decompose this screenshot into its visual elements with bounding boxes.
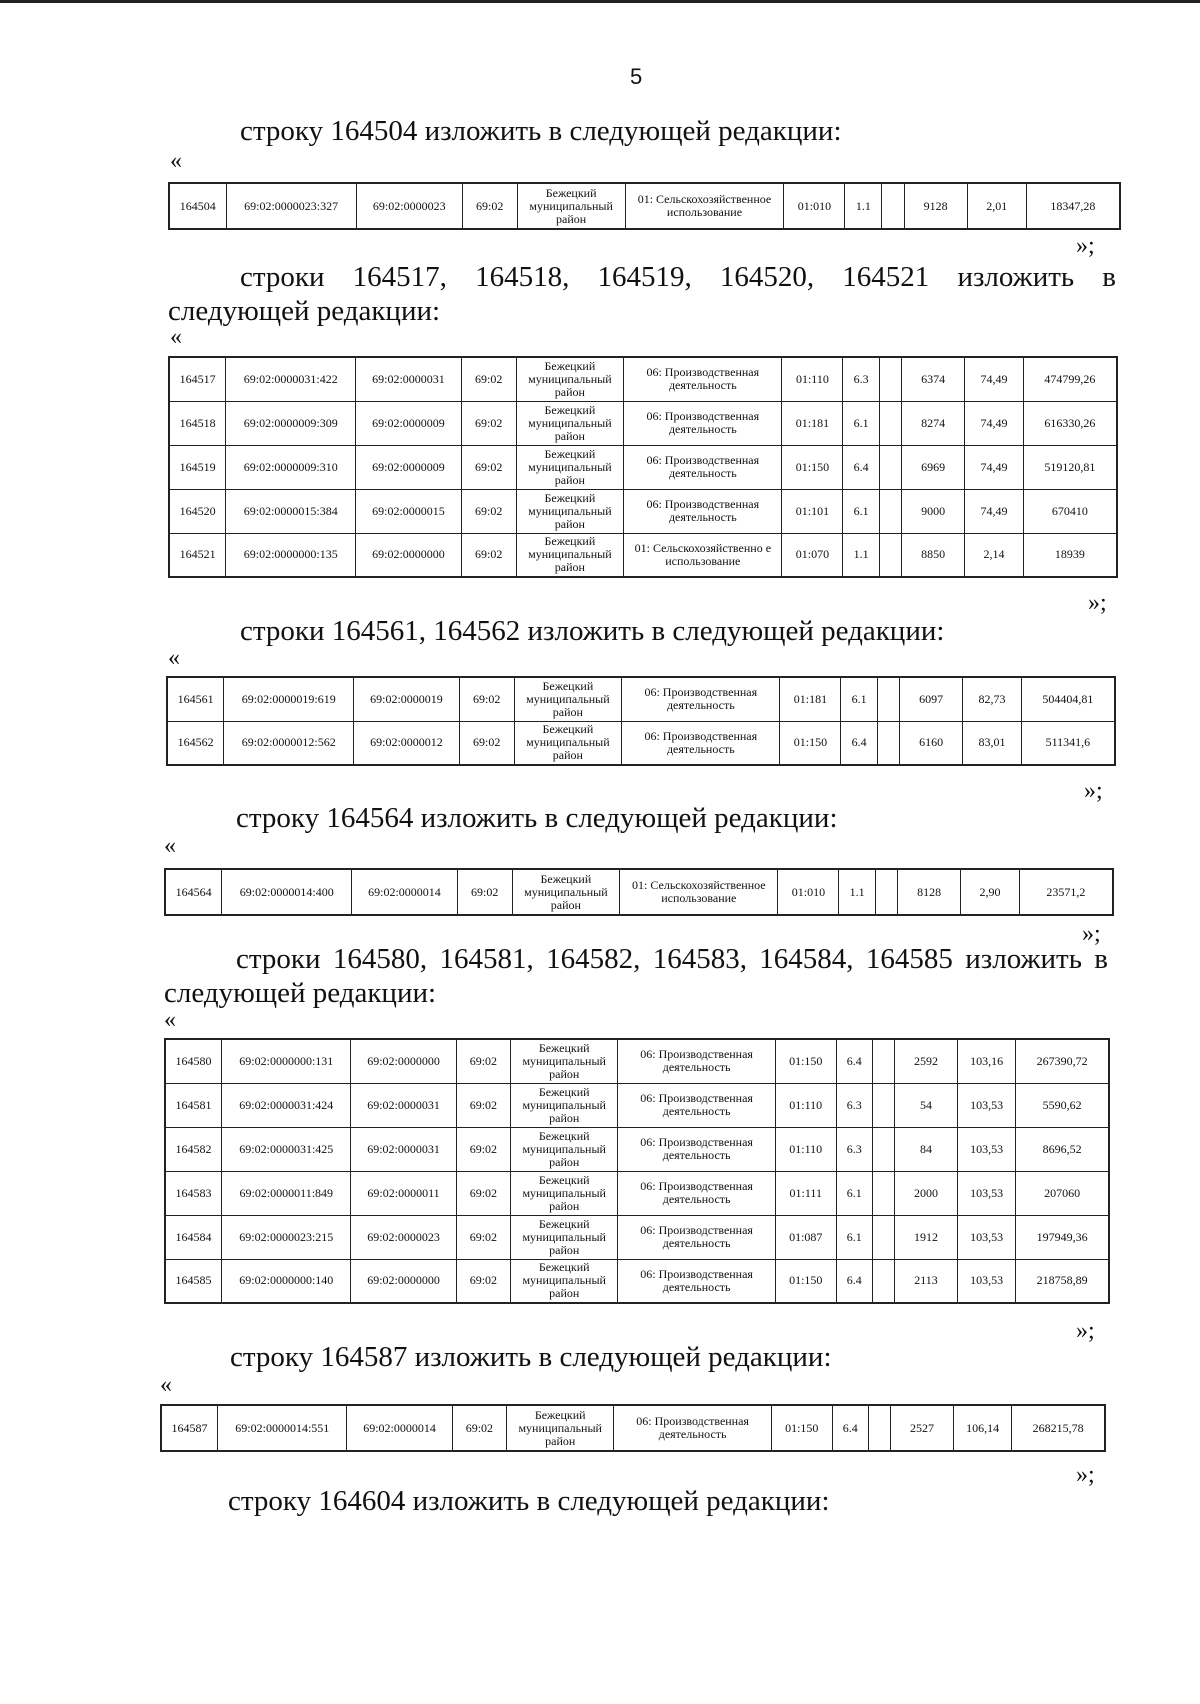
table-row xyxy=(165,1215,1109,1259)
section-heading: строку 164564 изложить в следующей редакции: xyxy=(236,802,838,834)
table-row xyxy=(167,677,1115,721)
cadastral-number: 69:02:0000011:849 xyxy=(222,1171,351,1215)
empty-cell xyxy=(868,1405,890,1451)
cadastral-number: 69:02:0000012:562 xyxy=(224,721,354,765)
use-subcode: 6.1 xyxy=(843,489,880,533)
district-code: 69:02 xyxy=(461,357,516,401)
district-code: 69:02 xyxy=(456,1171,511,1215)
use-code: 01:101 xyxy=(782,489,843,533)
land-use-group: 06: Производственная деятельность xyxy=(618,1127,776,1171)
district-code: 69:02 xyxy=(456,1127,511,1171)
empty-cell xyxy=(879,357,901,401)
row-number: 164562 xyxy=(167,721,224,765)
use-code: 01:110 xyxy=(775,1127,836,1171)
amendment-table xyxy=(160,1404,1106,1452)
table-row xyxy=(167,721,1115,765)
area: 8850 xyxy=(902,533,965,577)
open-quote: « xyxy=(168,645,180,671)
municipality: Бежецкий муниципальный район xyxy=(516,357,624,401)
municipality: Бежецкий муниципальный район xyxy=(511,1259,618,1303)
area: 1912 xyxy=(895,1215,958,1259)
row-number: 164584 xyxy=(165,1215,222,1259)
table-row xyxy=(165,1039,1109,1083)
use-subcode: 6.1 xyxy=(843,401,880,445)
specific-value: 103,53 xyxy=(957,1215,1016,1259)
use-subcode: 6.1 xyxy=(841,677,878,721)
row-number: 164582 xyxy=(165,1127,222,1171)
empty-cell xyxy=(872,1215,894,1259)
municipality: Бежецкий муниципальный район xyxy=(511,1215,618,1259)
land-use-group: 06: Производственная деятельность xyxy=(624,445,782,489)
cadastral-value: 8696,52 xyxy=(1016,1127,1109,1171)
cadastral-value: 5590,62 xyxy=(1016,1083,1109,1127)
cadastral-number: 69:02:0000031:424 xyxy=(222,1083,351,1127)
row-number: 164518 xyxy=(169,401,226,445)
area: 6969 xyxy=(902,445,965,489)
page-number: 5 xyxy=(630,64,643,89)
specific-value: 103,53 xyxy=(957,1083,1016,1127)
use-subcode: 6.4 xyxy=(843,445,880,489)
cadastral-number: 69:02:0000009:310 xyxy=(226,445,356,489)
table-row xyxy=(169,489,1117,533)
use-code: 01:150 xyxy=(775,1039,836,1083)
land-use-group: 06: Производственная деятельность xyxy=(624,401,782,445)
cadastral-number: 69:02:0000015:384 xyxy=(226,489,356,533)
table-row xyxy=(161,1405,1105,1451)
page-top-border xyxy=(0,0,1200,3)
amendment-table xyxy=(168,182,1121,230)
cadastral-quarter: 69:02:0000000 xyxy=(351,1039,456,1083)
specific-value: 2,01 xyxy=(967,183,1026,229)
section-heading: строки 164517, 164518, 164519, 164520, 164521 изложить в следующей редакции: xyxy=(168,261,1116,327)
area: 2000 xyxy=(895,1171,958,1215)
cadastral-value: 511341,6 xyxy=(1021,721,1114,765)
cadastral-quarter: 69:02:0000031 xyxy=(351,1083,456,1127)
open-quote: « xyxy=(164,833,176,859)
land-use-group: 06: Производственная деятельность xyxy=(618,1215,776,1259)
section-heading: строки 164561, 164562 изложить в следующей редакции: xyxy=(240,615,945,647)
cadastral-quarter: 69:02:0000015 xyxy=(356,489,462,533)
close-quote: »; xyxy=(1082,921,1101,947)
amendment-table xyxy=(164,1038,1110,1304)
cadastral-quarter: 69:02:0000031 xyxy=(351,1127,456,1171)
municipality: Бежецкий муниципальный район xyxy=(516,445,624,489)
cadastral-quarter: 69:02:0000023 xyxy=(356,183,462,229)
municipality: Бежецкий муниципальный район xyxy=(514,721,622,765)
district-code: 69:02 xyxy=(461,533,516,577)
specific-value: 82,73 xyxy=(963,677,1022,721)
cadastral-value: 670410 xyxy=(1023,489,1116,533)
row-number: 164581 xyxy=(165,1083,222,1127)
empty-cell xyxy=(875,869,897,915)
use-code: 01:110 xyxy=(775,1083,836,1127)
area: 84 xyxy=(895,1127,958,1171)
close-quote: »; xyxy=(1076,1318,1095,1344)
cadastral-quarter: 69:02:0000009 xyxy=(356,401,462,445)
cadastral-number: 69:02:0000014:400 xyxy=(222,869,352,915)
row-number: 164521 xyxy=(169,533,226,577)
table-row xyxy=(165,869,1113,915)
cadastral-number: 69:02:0000014:551 xyxy=(218,1405,347,1451)
area: 9000 xyxy=(902,489,965,533)
use-subcode: 6.4 xyxy=(836,1039,872,1083)
municipality: Бежецкий муниципальный район xyxy=(511,1127,618,1171)
land-use-group: 06: Производственная деятельность xyxy=(624,489,782,533)
area: 2113 xyxy=(895,1259,958,1303)
section-heading: строку 164587 изложить в следующей редакции: xyxy=(230,1341,832,1373)
municipality: Бежецкий муниципальный район xyxy=(511,1171,618,1215)
use-subcode: 1.1 xyxy=(843,533,880,577)
district-code: 69:02 xyxy=(457,869,512,915)
row-number: 164564 xyxy=(165,869,222,915)
area: 9128 xyxy=(904,183,967,229)
cadastral-quarter: 69:02:0000011 xyxy=(351,1171,456,1215)
row-number: 164585 xyxy=(165,1259,222,1303)
cadastral-value: 18939 xyxy=(1023,533,1116,577)
cadastral-quarter: 69:02:0000031 xyxy=(356,357,462,401)
specific-value: 103,16 xyxy=(957,1039,1016,1083)
cadastral-number: 69:02:0000031:422 xyxy=(226,357,356,401)
specific-value: 103,53 xyxy=(957,1127,1016,1171)
cadastral-number: 69:02:0000000:135 xyxy=(226,533,356,577)
close-quote: »; xyxy=(1076,1462,1095,1488)
amendment-table xyxy=(164,868,1114,916)
table-row xyxy=(169,445,1117,489)
use-code: 01:087 xyxy=(775,1215,836,1259)
use-code: 01:181 xyxy=(780,677,841,721)
specific-value: 74,49 xyxy=(965,445,1024,489)
use-code: 01:010 xyxy=(784,183,845,229)
cadastral-quarter: 69:02:0000019 xyxy=(354,677,460,721)
table-row xyxy=(165,1083,1109,1127)
empty-cell xyxy=(877,721,899,765)
empty-cell xyxy=(872,1171,894,1215)
district-code: 69:02 xyxy=(462,183,517,229)
row-number: 164580 xyxy=(165,1039,222,1083)
cadastral-quarter: 69:02:0000014 xyxy=(347,1405,452,1451)
specific-value: 74,49 xyxy=(965,489,1024,533)
row-number: 164583 xyxy=(165,1171,222,1215)
cadastral-quarter: 69:02:0000012 xyxy=(354,721,460,765)
empty-cell xyxy=(879,489,901,533)
section-heading: строку 164604 изложить в следующей редакции: xyxy=(228,1485,830,1517)
use-subcode: 6.1 xyxy=(836,1215,872,1259)
cadastral-value: 474799,26 xyxy=(1023,357,1116,401)
row-number: 164587 xyxy=(161,1405,218,1451)
cadastral-quarter: 69:02:0000023 xyxy=(351,1215,456,1259)
open-quote: « xyxy=(170,324,182,350)
district-code: 69:02 xyxy=(456,1083,511,1127)
use-code: 01:150 xyxy=(780,721,841,765)
land-use-group: 06: Производственная деятельность xyxy=(622,677,780,721)
empty-cell xyxy=(872,1127,894,1171)
empty-cell xyxy=(872,1259,894,1303)
use-subcode: 6.3 xyxy=(836,1083,872,1127)
use-subcode: 6.1 xyxy=(836,1171,872,1215)
specific-value: 83,01 xyxy=(963,721,1022,765)
municipality: Бежецкий муниципальный район xyxy=(511,1083,618,1127)
use-code: 01:150 xyxy=(771,1405,832,1451)
empty-cell xyxy=(879,401,901,445)
table-row xyxy=(165,1127,1109,1171)
row-number: 164519 xyxy=(169,445,226,489)
cadastral-value: 519120,81 xyxy=(1023,445,1116,489)
use-subcode: 1.1 xyxy=(839,869,876,915)
district-code: 69:02 xyxy=(452,1405,507,1451)
municipality: Бежецкий муниципальный район xyxy=(516,489,624,533)
open-quote: « xyxy=(164,1007,176,1033)
cadastral-value: 207060 xyxy=(1016,1171,1109,1215)
empty-cell xyxy=(872,1039,894,1083)
close-quote: »; xyxy=(1076,233,1095,259)
open-quote: « xyxy=(170,148,182,174)
area: 54 xyxy=(895,1083,958,1127)
area: 8128 xyxy=(898,869,961,915)
land-use-group: 06: Производственная деятельность xyxy=(618,1083,776,1127)
municipality: Бежецкий муниципальный район xyxy=(516,533,624,577)
specific-value: 106,14 xyxy=(953,1405,1012,1451)
cadastral-number: 69:02:0000023:215 xyxy=(222,1215,351,1259)
specific-value: 74,49 xyxy=(965,357,1024,401)
table-row xyxy=(169,183,1120,229)
table-row xyxy=(169,533,1117,577)
land-use-group: 01: Сельскохозяйственно е использование xyxy=(624,533,782,577)
cadastral-number: 69:02:0000019:619 xyxy=(224,677,354,721)
area: 6097 xyxy=(900,677,963,721)
use-code: 01:110 xyxy=(782,357,843,401)
amendment-table xyxy=(168,356,1118,578)
cadastral-number: 69:02:0000000:131 xyxy=(222,1039,351,1083)
cadastral-value: 616330,26 xyxy=(1023,401,1116,445)
specific-value: 2,90 xyxy=(961,869,1020,915)
cadastral-value: 267390,72 xyxy=(1016,1039,1109,1083)
cadastral-number: 69:02:0000000:140 xyxy=(222,1259,351,1303)
district-code: 69:02 xyxy=(461,445,516,489)
empty-cell xyxy=(879,445,901,489)
specific-value: 2,14 xyxy=(965,533,1024,577)
land-use-group: 06: Производственная деятельность xyxy=(618,1171,776,1215)
close-quote: »; xyxy=(1088,590,1107,616)
cadastral-quarter: 69:02:0000014 xyxy=(352,869,458,915)
specific-value: 103,53 xyxy=(957,1259,1016,1303)
use-code: 01:150 xyxy=(782,445,843,489)
district-code: 69:02 xyxy=(456,1039,511,1083)
use-subcode: 6.3 xyxy=(843,357,880,401)
area: 2527 xyxy=(891,1405,954,1451)
use-subcode: 6.3 xyxy=(836,1127,872,1171)
cadastral-value: 218758,89 xyxy=(1016,1259,1109,1303)
amendment-table xyxy=(166,676,1116,766)
municipality: Бежецкий муниципальный район xyxy=(516,401,624,445)
district-code: 69:02 xyxy=(461,401,516,445)
land-use-group: 06: Производственная деятельность xyxy=(622,721,780,765)
empty-cell xyxy=(882,183,904,229)
table-row xyxy=(165,1259,1109,1303)
use-subcode: 6.4 xyxy=(841,721,878,765)
cadastral-value: 18347,28 xyxy=(1026,183,1120,229)
use-code: 01:070 xyxy=(782,533,843,577)
use-code: 01:150 xyxy=(775,1259,836,1303)
area: 6374 xyxy=(902,357,965,401)
empty-cell xyxy=(877,677,899,721)
table-row xyxy=(169,357,1117,401)
cadastral-number: 69:02:0000009:309 xyxy=(226,401,356,445)
specific-value: 74,49 xyxy=(965,401,1024,445)
table-row xyxy=(165,1171,1109,1215)
land-use-group: 06: Производственная деятельность xyxy=(618,1259,776,1303)
specific-value: 103,53 xyxy=(957,1171,1016,1215)
cadastral-value: 197949,36 xyxy=(1016,1215,1109,1259)
area: 8274 xyxy=(902,401,965,445)
use-subcode: 6.4 xyxy=(832,1405,868,1451)
cadastral-number: 69:02:0000031:425 xyxy=(222,1127,351,1171)
cadastral-quarter: 69:02:0000000 xyxy=(356,533,462,577)
use-code: 01:181 xyxy=(782,401,843,445)
row-number: 164561 xyxy=(167,677,224,721)
row-number: 164504 xyxy=(169,183,226,229)
empty-cell xyxy=(879,533,901,577)
area: 6160 xyxy=(900,721,963,765)
close-quote: »; xyxy=(1084,778,1103,804)
district-code: 69:02 xyxy=(459,677,514,721)
area: 2592 xyxy=(895,1039,958,1083)
municipality: Бежецкий муниципальный район xyxy=(517,183,625,229)
land-use-group: 06: Производственная деятельность xyxy=(614,1405,772,1451)
district-code: 69:02 xyxy=(456,1215,511,1259)
municipality: Бежецкий муниципальный район xyxy=(511,1039,618,1083)
land-use-group: 01: Сельскохозяйственное использование xyxy=(625,183,784,229)
use-subcode: 6.4 xyxy=(836,1259,872,1303)
row-number: 164517 xyxy=(169,357,226,401)
cadastral-value: 23571,2 xyxy=(1019,869,1112,915)
open-quote: « xyxy=(160,1372,172,1398)
district-code: 69:02 xyxy=(459,721,514,765)
municipality: Бежецкий муниципальный район xyxy=(512,869,620,915)
district-code: 69:02 xyxy=(461,489,516,533)
use-subcode: 1.1 xyxy=(845,183,882,229)
cadastral-quarter: 69:02:0000000 xyxy=(351,1259,456,1303)
row-number: 164520 xyxy=(169,489,226,533)
municipality: Бежецкий муниципальный район xyxy=(507,1405,614,1451)
land-use-group: 01: Сельскохозяйственное использование xyxy=(620,869,778,915)
district-code: 69:02 xyxy=(456,1259,511,1303)
cadastral-quarter: 69:02:0000009 xyxy=(356,445,462,489)
empty-cell xyxy=(872,1083,894,1127)
land-use-group: 06: Производственная деятельность xyxy=(624,357,782,401)
use-code: 01:010 xyxy=(778,869,839,915)
land-use-group: 06: Производственная деятельность xyxy=(618,1039,776,1083)
table-row xyxy=(169,401,1117,445)
cadastral-number: 69:02:0000023:327 xyxy=(226,183,356,229)
use-code: 01:111 xyxy=(775,1171,836,1215)
municipality: Бежецкий муниципальный район xyxy=(514,677,622,721)
cadastral-value: 268215,78 xyxy=(1012,1405,1105,1451)
cadastral-value: 504404,81 xyxy=(1021,677,1114,721)
section-heading: строки 164580, 164581, 164582, 164583, 164584, 164585 изложить в следующей редакции: xyxy=(164,943,1108,1009)
section-heading: строку 164504 изложить в следующей редакции: xyxy=(240,115,842,147)
